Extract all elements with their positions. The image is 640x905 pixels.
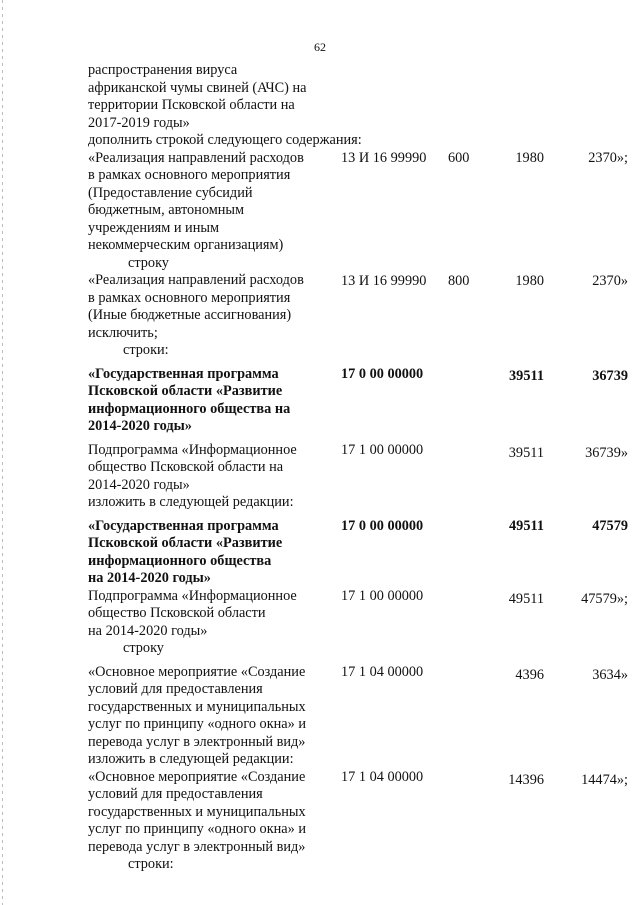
amount-2019: 49511 bbox=[509, 517, 544, 534]
desc-line: общество Псковской области на bbox=[88, 459, 284, 475]
text-line: строки: bbox=[123, 342, 169, 358]
row-description bbox=[88, 664, 333, 752]
desc-line: (Предоставление субсидий bbox=[88, 184, 253, 201]
desc-line: 2014-2020 годы» bbox=[88, 418, 192, 434]
budget-row bbox=[88, 150, 628, 255]
amount-2020: 3634» bbox=[592, 666, 628, 683]
desc-line: некоммерческим организациям) bbox=[88, 237, 284, 253]
budget-code: 17 1 04 00000 bbox=[341, 768, 424, 785]
amount-2020: 47579»; bbox=[581, 590, 628, 607]
amount-2020: 36739 bbox=[592, 367, 628, 384]
page-number: 62 bbox=[314, 40, 326, 54]
budget-row bbox=[88, 588, 628, 641]
row-description bbox=[88, 272, 333, 325]
amount-2019: 39511 bbox=[508, 444, 544, 461]
amount-2019: 4396 bbox=[515, 666, 544, 683]
amount-2019: 14396 bbox=[508, 771, 544, 788]
desc-line: «Государственная программа bbox=[88, 517, 279, 534]
desc-line: общество Псковской области bbox=[88, 605, 266, 621]
desc-line: Подпрограмма «Информационное bbox=[88, 587, 297, 604]
desc-line: 2014-2020 годы» bbox=[88, 476, 190, 493]
amount-2019: 49511 bbox=[508, 590, 544, 607]
desc-line: на 2014-2020 годы» bbox=[88, 570, 211, 586]
scan-edge bbox=[2, 0, 3, 905]
desc-line: «Реализация направлений расходов bbox=[88, 149, 304, 166]
budget-row bbox=[88, 664, 628, 752]
desc-line: информационного общества на bbox=[88, 400, 291, 417]
desc-line: услуг по принципу «одного окна» и bbox=[88, 716, 307, 732]
text-line: строки: bbox=[128, 856, 174, 872]
row-description bbox=[88, 518, 333, 588]
amount-2020: 36739» bbox=[585, 444, 628, 461]
budget-code: 13 И 16 99990 bbox=[341, 273, 427, 289]
budget-row bbox=[88, 518, 628, 588]
desc-line: Подпрограмма «Информационное bbox=[88, 441, 297, 458]
desc-line: Псковской области «Развитие bbox=[88, 383, 283, 399]
text-line: распространения вируса bbox=[88, 62, 238, 78]
desc-line: государственных и муниципальных bbox=[88, 803, 306, 820]
text-line: территории Псковской области на bbox=[88, 97, 295, 113]
budget-row bbox=[88, 442, 628, 495]
desc-line: бюджетным, автономным bbox=[88, 202, 245, 218]
amount-2019: 1980 bbox=[515, 149, 544, 166]
desc-line: условий для предоставления bbox=[88, 681, 263, 697]
expense-group: 600 bbox=[448, 149, 470, 166]
row-description bbox=[88, 150, 333, 255]
budget-code: 17 1 00 00000 bbox=[341, 441, 424, 458]
desc-line: «Реализация направлений расходов bbox=[88, 272, 304, 288]
amount-2019: 39511 bbox=[509, 367, 544, 384]
text-line: 2017-2019 годы» bbox=[88, 114, 190, 131]
expense-group: 800 bbox=[448, 273, 470, 289]
text-line: дополнить строкой следующего содержания: bbox=[88, 132, 362, 148]
budget-code: 13 И 16 99990 bbox=[341, 149, 427, 166]
amount-2020: 14474»; bbox=[581, 771, 628, 788]
row-description bbox=[88, 769, 333, 857]
desc-line: услуг по принципу «одного окна» и bbox=[88, 821, 307, 837]
text-line: изложить в следующей редакции: bbox=[88, 494, 294, 510]
desc-line: «Основное мероприятие «Создание bbox=[88, 768, 306, 785]
text-line: исключить; bbox=[88, 324, 158, 341]
row-description bbox=[88, 366, 333, 436]
desc-line: Псковской области «Развитие bbox=[88, 535, 283, 551]
desc-line: «Основное мероприятие «Создание bbox=[88, 663, 306, 680]
amount-2020: 47579 bbox=[592, 517, 628, 534]
text-line: строку bbox=[128, 254, 169, 271]
desc-line: перевода услуг в электронный вид» bbox=[88, 838, 306, 855]
budget-row bbox=[88, 366, 628, 436]
desc-line: (Иные бюджетные ассигнования) bbox=[88, 307, 292, 323]
text-line: строку bbox=[123, 640, 164, 656]
desc-line: государственных и муниципальных bbox=[88, 698, 306, 715]
desc-line: на 2014-2020 годы» bbox=[88, 622, 208, 639]
budget-code: 17 1 04 00000 bbox=[341, 663, 424, 680]
desc-line: в рамках основного мероприятия bbox=[88, 167, 291, 183]
row-description bbox=[88, 442, 333, 495]
budget-code: 17 0 00 00000 bbox=[341, 365, 424, 382]
desc-line: учреждениям и иным bbox=[88, 219, 220, 236]
desc-line: перевода услуг в электронный вид» bbox=[88, 733, 306, 750]
budget-row bbox=[88, 272, 628, 325]
desc-line: «Государственная программа bbox=[88, 365, 279, 382]
amount-2020: 2370» bbox=[592, 273, 628, 289]
amount-2019: 1980 bbox=[515, 273, 544, 289]
text-line: африканской чумы свиней (АЧС) на bbox=[88, 79, 307, 96]
text-line: изложить в следующей редакции: bbox=[88, 751, 294, 767]
budget-row bbox=[88, 769, 628, 857]
desc-line: информационного общества bbox=[88, 552, 272, 569]
budget-code: 17 0 00 00000 bbox=[341, 517, 424, 534]
budget-code: 17 1 00 00000 bbox=[341, 587, 424, 604]
desc-line: в рамках основного мероприятия bbox=[88, 289, 291, 306]
desc-line: условий для предоставления bbox=[88, 786, 263, 802]
amount-2020: 2370»; bbox=[588, 149, 628, 166]
document-body bbox=[88, 62, 628, 874]
row-description bbox=[88, 588, 333, 641]
